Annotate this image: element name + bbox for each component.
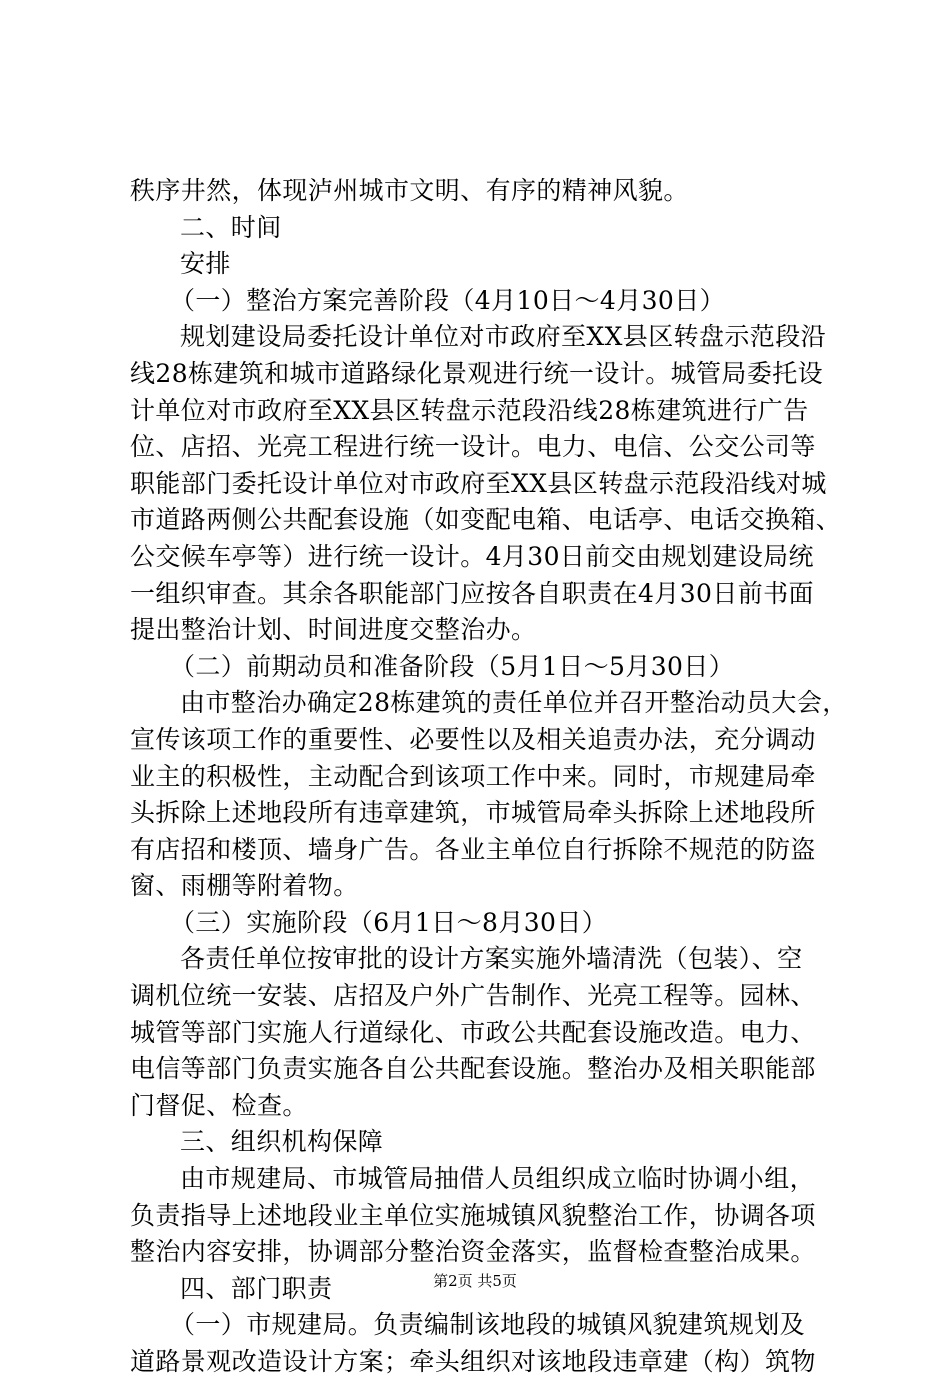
text-line: 提出整治计划、时间进度交整治办。: [130, 615, 537, 645]
text-line: 由市规建局、市城管局抽借人员组织成立临时协调小组，: [180, 1164, 816, 1194]
text-line: 城管等部门实施人行道绿化、市政公共配套设施改造。电力、: [130, 1017, 816, 1047]
text-line: 三、组织机构保障: [180, 1127, 384, 1157]
text-line: 道路景观改造设计方案；牵头组织对该地段违章建（构）筑物: [130, 1347, 816, 1376]
text-line: 窗、雨棚等附着物。: [130, 871, 359, 901]
text-line: （一）整治方案完善阶段（4月10日～4月30日）: [170, 285, 726, 315]
text-line: 二、时间: [180, 212, 282, 242]
text-line: 市道路两侧公共配套设施（如变配电箱、电话亭、电话交换箱、: [130, 505, 842, 535]
text-line: 由市整治办确定28栋建筑的责任单位并召开整治动员大会，: [180, 688, 848, 718]
text-line: 负责指导上述地段业主单位实施城镇风貌整治工作，协调各项: [130, 1200, 816, 1230]
text-line: 计单位对市政府至XX县区转盘示范段沿线28栋建筑进行广告: [130, 395, 809, 425]
text-line: 安排: [180, 249, 231, 279]
text-line: 位、店招、光亮工程进行统一设计。电力、电信、公交公司等: [130, 432, 816, 462]
text-line: 调机位统一安装、店招及户外广告制作、光亮工程等。园林、: [130, 981, 816, 1011]
text-line: （一）市规建局。负责编制该地段的城镇风貌建筑规划及: [170, 1310, 806, 1340]
text-line: 规划建设局委托设计单位对市政府至XX县区转盘示范段沿: [180, 322, 826, 352]
text-line: 线28栋建筑和城市道路绿化景观进行统一设计。城管局委托设: [130, 358, 824, 388]
text-line: 整治内容安排，协调部分整治资金落实，监督检查整治成果。: [130, 1237, 816, 1267]
text-line: 业主的积极性，主动配合到该项工作中来。同时，市规建局牵: [130, 761, 816, 791]
text-line: （三）实施阶段（6月1日～8月30日）: [170, 907, 608, 937]
text-line: 职能部门委托设计单位对市政府至XX县区转盘示范段沿线对城: [130, 468, 827, 498]
text-line: 电信等部门负责实施各自公共配套设施。整治办及相关职能部: [130, 1054, 816, 1084]
document-body: [130, 173, 848, 1381]
text-line: 四、部门职责: [180, 1273, 333, 1303]
page-footer: 第2页 共5页: [433, 1272, 517, 1290]
text-line: （二）前期动员和准备阶段（5月1日～5月30日）: [170, 651, 735, 681]
text-line: 秩序井然，体现泸州城市文明、有序的精神风貌。: [130, 176, 689, 205]
text-line: 公交候车亭等）进行统一设计。4月30日前交由规划建设局统: [130, 541, 814, 571]
text-line: 头拆除上述地段所有违章建筑，市城管局牵头拆除上述地段所: [130, 798, 816, 828]
text-line: 一组织审查。其余各职能部门应按各自职责在4月30日前书面: [130, 578, 814, 608]
text-line: 宣传该项工作的重要性、必要性以及相关追责办法，充分调动: [130, 724, 816, 754]
text-line: 有店招和楼顶、墙身广告。各业主单位自行拆除不规范的防盗: [130, 834, 816, 864]
text-line: 门督促、检查。: [130, 1090, 308, 1120]
text-line: 各责任单位按审批的设计方案实施外墙清洗（包装）、空: [180, 944, 803, 974]
